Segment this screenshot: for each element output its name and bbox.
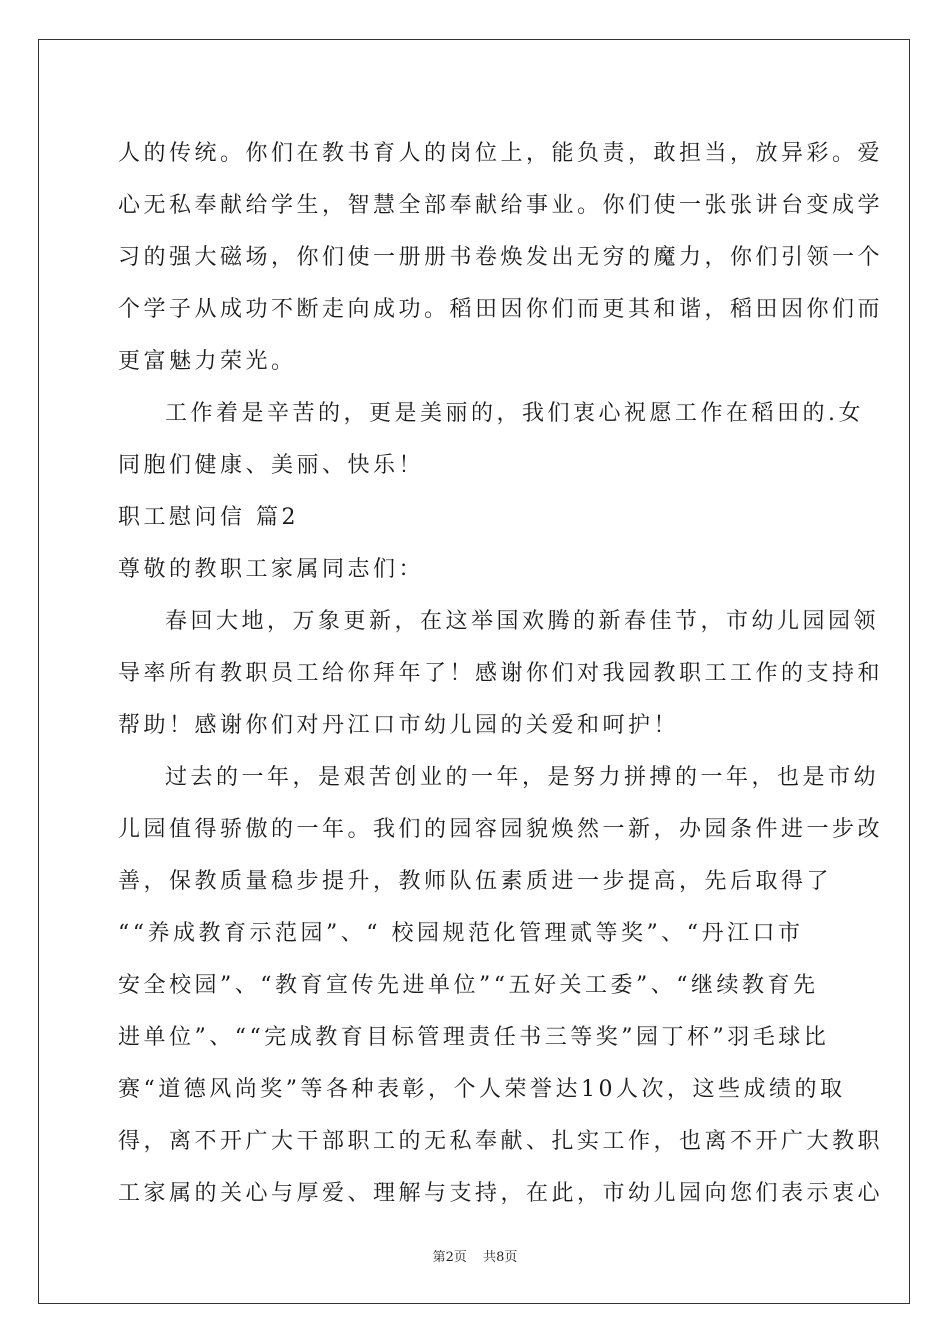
text-line: 工家属的关心与厚爱、理解与支持，在此，市幼儿园向您们表示衷心 <box>118 1181 884 1206</box>
text-line: 进单位”、““完成教育目标管理责任书三等奖”园丁杯”羽毛球比 <box>118 1025 830 1050</box>
text-line: 个学子从成功不断走向成功。稻田因你们而更其和谐，稻田因你们而 <box>118 297 884 322</box>
text-line: ““养成教育示范园”、“ 校园规范化管理贰等奖”、“丹江口市 <box>118 921 804 946</box>
text-line: 同胞们健康、美丽、快乐！ <box>118 453 425 478</box>
text-line: 导率所有教职员工给你拜年了！感谢你们对我园教职工工作的支持和 <box>118 661 884 686</box>
text-line: 习的强大磁场，你们使一册册书卷焕发出无穷的魔力，你们引领一个 <box>118 245 884 270</box>
section-heading: 职工慰问信 篇2 <box>118 505 299 530</box>
text-line: 更富魅力荣光。 <box>118 349 297 374</box>
page-footer <box>0 1246 950 1265</box>
text-line: 心无私奉献给学生，智慧全部奉献给事业。你们使一张张讲台变成学 <box>118 193 884 218</box>
text-line: 得，离不开广大干部职工的无私奉献、扎实工作，也离不开广大教职 <box>118 1129 884 1154</box>
paragraph-start: 春回大地，万象更新，在这举国欢腾的新春佳节，市幼儿园园领 <box>165 609 880 634</box>
document-body <box>118 128 884 1220</box>
page-number: 第2页 <box>432 1250 467 1265</box>
text-line: 赛“道德风尚奖”等各种表彰，个人荣誉达10人次，这些成绩的取 <box>118 1077 846 1102</box>
text-line: 帮助！感谢你们对丹江口市幼儿园的关爱和呵护！ <box>118 713 680 738</box>
text-line: 人的传统。你们在教书育人的岗位上，能负责，敢担当，放异彩。爱 <box>118 141 884 166</box>
page-total: 共8页 <box>483 1250 518 1265</box>
text-line: 儿园值得骄傲的一年。我们的园容园貌焕然一新，办园条件进一步改 <box>118 817 884 842</box>
paragraph-start: 工作着是辛苦的，更是美丽的，我们衷心祝愿工作在稻田的.女 <box>165 401 864 426</box>
text-line: 善，保教质量稳步提升，教师队伍素质进一步提高，先后取得了 <box>118 869 833 894</box>
salutation: 尊敬的教职工家属同志们： <box>118 557 425 582</box>
text-line: 安全校园”、“教育宣传先进单位”“五好关工委”、“继续教育先 <box>118 973 819 998</box>
paragraph-start: 过去的一年，是艰苦创业的一年，是努力拼搏的一年，也是市幼 <box>165 765 880 790</box>
